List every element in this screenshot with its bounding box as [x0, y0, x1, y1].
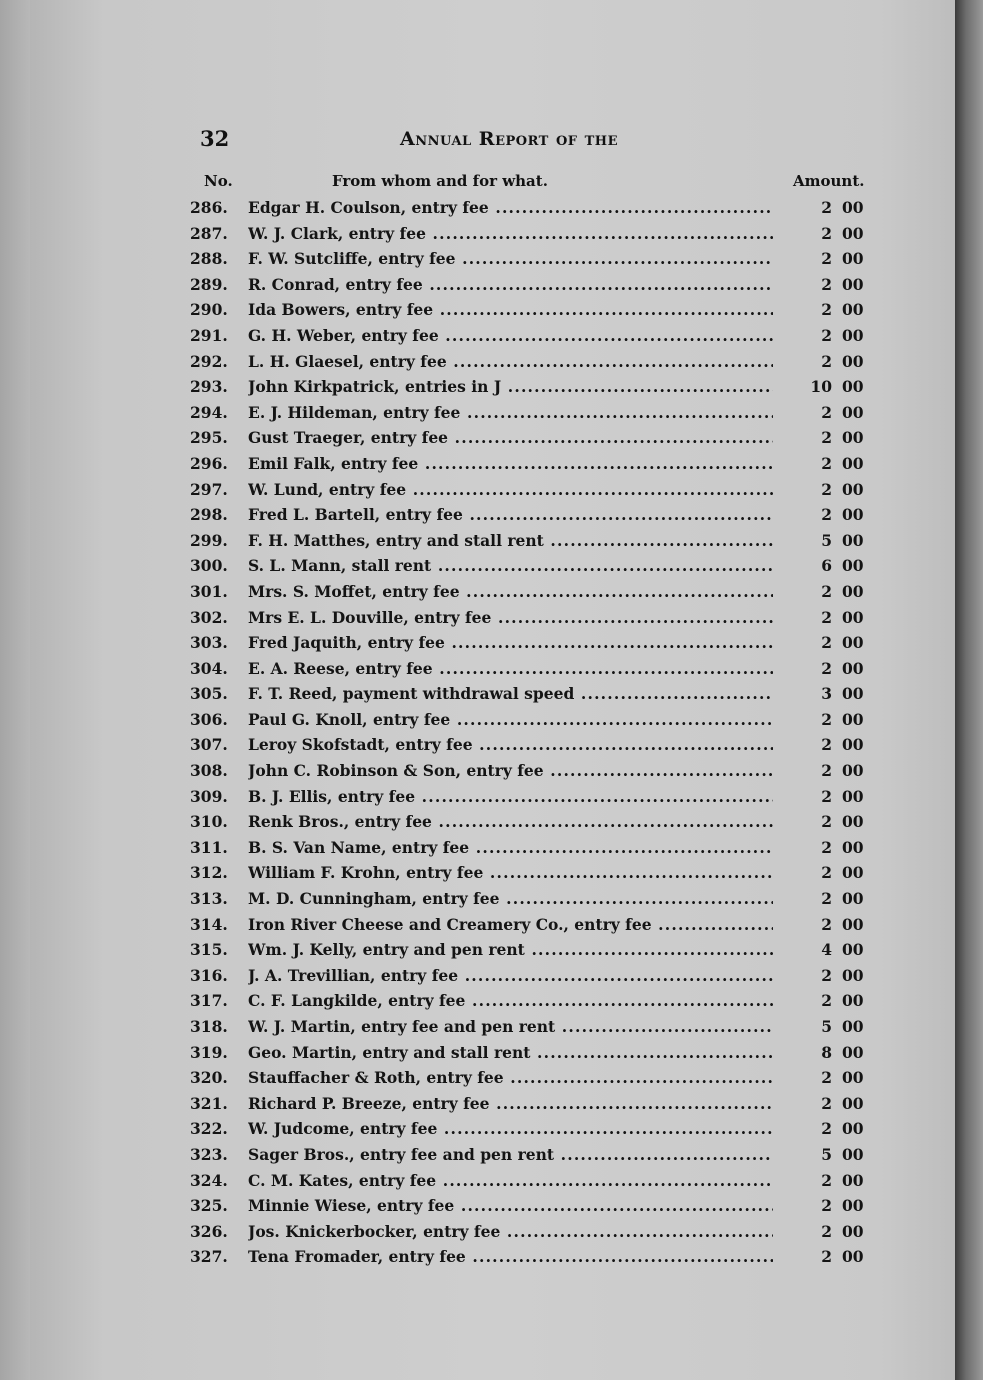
entry-number: 298.: [190, 505, 228, 525]
entry-description: William F. Krohn, entry fee .....: [248, 863, 773, 882]
scan-right-edge: [955, 0, 983, 1380]
entry-description: L. H. Glaesel, entry fee .....: [248, 352, 773, 371]
entry-number: 307.: [190, 735, 228, 755]
entry-description: F. H. Matthes, entry and stall rent .....: [248, 531, 773, 550]
entry-description: Tena Fromader, entry fee .....: [248, 1247, 773, 1266]
amount-cents: 00: [842, 1221, 864, 1241]
table-row: [190, 1117, 880, 1143]
entry-description: W. J. Clark, entry fee .....: [248, 224, 773, 243]
amount-dollars: 2: [821, 274, 832, 294]
table-row: [190, 861, 880, 887]
table-row: [190, 785, 880, 811]
entry-description: John C. Robinson & Son, entry fee .....: [248, 761, 773, 780]
amount-cents: 00: [842, 786, 864, 806]
entry-number: 301.: [190, 581, 228, 601]
amount-dollars: 2: [821, 1119, 832, 1139]
table-row: [190, 273, 880, 299]
entry-number: 303.: [190, 633, 228, 653]
table-row: [190, 452, 880, 478]
amount-cents: 00: [842, 377, 864, 397]
entry-number: 289.: [190, 274, 228, 294]
amount-cents: 00: [842, 812, 864, 832]
entry-description: Ida Bowers, entry fee .....: [248, 300, 773, 319]
amount-dollars: 2: [821, 198, 832, 217]
amount-dollars: 2: [821, 351, 832, 371]
entry-number: 311.: [190, 837, 228, 857]
amount-dollars: 2: [821, 325, 832, 345]
amount-cents: 00: [842, 889, 864, 909]
running-title: Annual Report of the: [400, 128, 618, 150]
entry-number: 314.: [190, 914, 228, 934]
entry-number: 290.: [190, 300, 228, 320]
entry-description: Stauffacher & Roth, entry fee .....: [248, 1068, 773, 1087]
entry-number: 297.: [190, 479, 228, 499]
amount-dollars: 2: [821, 505, 832, 525]
amount-dollars: 4: [821, 940, 832, 960]
entry-number: 321.: [190, 1093, 228, 1113]
entry-number: 299.: [190, 530, 228, 550]
amount-dollars: 2: [821, 453, 832, 473]
entry-description: F. W. Sutcliffe, entry fee .....: [248, 249, 773, 268]
entry-description: Jos. Knickerbocker, entry fee .....: [248, 1222, 773, 1241]
amount-cents: 00: [842, 1042, 864, 1062]
table-row: [190, 1194, 880, 1220]
table-row: [190, 1245, 880, 1271]
amount-cents: 00: [842, 1247, 864, 1267]
amount-dollars: 2: [821, 761, 832, 781]
amount-cents: 00: [842, 1170, 864, 1190]
amount-cents: 00: [842, 479, 864, 499]
amount-dollars: 2: [821, 709, 832, 729]
entry-number: 295.: [190, 428, 228, 448]
amount-cents: 00: [842, 249, 864, 269]
entry-description: C. M. Kates, entry fee .....: [248, 1171, 773, 1190]
amount-cents: 00: [842, 965, 864, 985]
entry-number: 319.: [190, 1042, 228, 1062]
amount-cents: 00: [842, 428, 864, 448]
entry-number: 296.: [190, 453, 228, 473]
table-row: [190, 759, 880, 785]
amount-dollars: 3: [821, 684, 832, 704]
amount-cents: 00: [842, 914, 864, 934]
entry-description: W. Lund, entry fee .....: [248, 480, 773, 499]
amount-dollars: 8: [821, 1042, 832, 1062]
amount-dollars: 2: [821, 1221, 832, 1241]
entry-number: 310.: [190, 812, 228, 832]
amount-cents: 00: [842, 198, 864, 217]
amount-dollars: 2: [821, 479, 832, 499]
table-row: [190, 810, 880, 836]
table-row: [190, 426, 880, 452]
table-row: [190, 222, 880, 248]
amount-cents: 00: [842, 505, 864, 525]
table-row: [190, 1041, 880, 1067]
table-row: [190, 298, 880, 324]
amount-cents: 00: [842, 607, 864, 627]
table-row: [190, 247, 880, 273]
entry-number: 315.: [190, 940, 228, 960]
amount-cents: 00: [842, 709, 864, 729]
entry-description: W. Judcome, entry fee .....: [248, 1119, 773, 1138]
amount-cents: 00: [842, 1017, 864, 1036]
table-row: [190, 1015, 880, 1041]
entry-description: J. A. Trevillian, entry fee .....: [248, 966, 773, 985]
amount-cents: 00: [842, 1093, 864, 1113]
table-row: [190, 682, 880, 708]
table-row: [190, 836, 880, 862]
entry-number: 322.: [190, 1119, 228, 1139]
entry-description: Leroy Skofstadt, entry fee .....: [248, 735, 773, 754]
entry-number: 308.: [190, 761, 228, 781]
amount-cents: 00: [842, 351, 864, 371]
amount-dollars: 2: [821, 914, 832, 934]
table-row: [190, 964, 880, 990]
entry-number: 293.: [190, 377, 228, 397]
amount-dollars: 2: [821, 735, 832, 755]
amount-cents: 00: [842, 940, 864, 960]
entry-description: B. J. Ellis, entry fee .....: [248, 787, 773, 806]
entry-description: G. H. Weber, entry fee .....: [248, 326, 773, 345]
amount-cents: 00: [842, 837, 864, 857]
entry-description: Mrs E. L. Douville, entry fee .....: [248, 608, 773, 627]
entry-number: 286.: [190, 198, 228, 217]
entry-number: 302.: [190, 607, 228, 627]
entry-description: F. T. Reed, payment withdrawal speed .....: [248, 684, 773, 703]
entry-number: 316.: [190, 965, 228, 985]
table-row: [190, 478, 880, 504]
table-row: [190, 887, 880, 913]
table-row: [190, 324, 880, 350]
amount-dollars: 2: [821, 786, 832, 806]
column-header-amount: Amount.: [793, 172, 865, 190]
entry-number: 312.: [190, 863, 228, 883]
amount-cents: 00: [842, 223, 864, 243]
amount-dollars: 2: [821, 300, 832, 320]
amount-cents: 00: [842, 1196, 864, 1216]
amount-cents: 00: [842, 402, 864, 422]
entry-description: Geo. Martin, entry and stall rent .....: [248, 1043, 773, 1062]
amount-dollars: 5: [821, 1144, 832, 1164]
entry-number: 309.: [190, 786, 228, 806]
amount-dollars: 2: [821, 837, 832, 857]
entry-number: 325.: [190, 1196, 228, 1216]
entry-description: Richard P. Breeze, entry fee .....: [248, 1094, 773, 1113]
entry-description: W. J. Martin, entry fee and pen rent .....: [248, 1017, 773, 1036]
amount-dollars: 2: [821, 991, 832, 1011]
entry-description: Minnie Wiese, entry fee .....: [248, 1196, 773, 1215]
entry-number: 292.: [190, 351, 228, 371]
amount-dollars: 2: [821, 249, 832, 269]
ledger-entries: [190, 196, 880, 1271]
entry-number: 318.: [190, 1017, 228, 1036]
entry-description: John Kirkpatrick, entries in J .....: [248, 377, 773, 396]
amount-dollars: 2: [821, 223, 832, 243]
amount-dollars: 2: [821, 863, 832, 883]
table-row: [190, 708, 880, 734]
table-row: [190, 503, 880, 529]
amount-dollars: 2: [821, 1093, 832, 1113]
column-header-from: From whom and for what.: [332, 172, 548, 190]
entry-number: 300.: [190, 556, 228, 576]
entry-description: Iron River Cheese and Creamery Co., entry fee .....: [248, 915, 773, 934]
amount-cents: 00: [842, 1144, 864, 1164]
page-number: 32: [200, 126, 230, 151]
entry-number: 313.: [190, 889, 228, 909]
table-row: [190, 375, 880, 401]
entry-number: 291.: [190, 325, 228, 345]
table-row: [190, 529, 880, 555]
entry-number: 324.: [190, 1170, 228, 1190]
amount-dollars: 2: [821, 965, 832, 985]
table-row: [190, 1066, 880, 1092]
amount-dollars: 2: [821, 402, 832, 422]
table-row: [190, 1220, 880, 1246]
entry-description: M. D. Cunningham, entry fee .....: [248, 889, 773, 908]
amount-dollars: 2: [821, 1068, 832, 1088]
amount-dollars: 2: [821, 581, 832, 601]
amount-cents: 00: [842, 581, 864, 601]
table-row: [190, 631, 880, 657]
amount-dollars: 5: [821, 530, 832, 550]
page-header: [200, 126, 880, 156]
table-row: [190, 401, 880, 427]
amount-cents: 00: [842, 274, 864, 294]
entry-description: Edgar H. Coulson, entry fee .....: [248, 198, 773, 217]
amount-dollars: 10: [810, 377, 832, 397]
table-row: [190, 733, 880, 759]
entry-description: Fred L. Bartell, entry fee .....: [248, 505, 773, 524]
entry-description: Sager Bros., entry fee and pen rent .....: [248, 1145, 773, 1164]
column-headers: [200, 172, 880, 194]
amount-cents: 00: [842, 556, 864, 576]
amount-dollars: 2: [821, 658, 832, 678]
entry-description: Renk Bros., entry fee .....: [248, 812, 773, 831]
entry-number: 287.: [190, 223, 228, 243]
amount-cents: 00: [842, 300, 864, 320]
entry-description: Gust Traeger, entry fee .....: [248, 428, 773, 447]
amount-cents: 00: [842, 325, 864, 345]
entry-description: Emil Falk, entry fee .....: [248, 454, 773, 473]
amount-dollars: 2: [821, 607, 832, 627]
column-header-no: No.: [204, 172, 233, 190]
table-row: [190, 1143, 880, 1169]
entry-description: S. L. Mann, stall rent .....: [248, 556, 773, 575]
table-row: [190, 989, 880, 1015]
entry-number: 327.: [190, 1247, 228, 1267]
amount-dollars: 2: [821, 889, 832, 909]
entry-number: 306.: [190, 709, 228, 729]
table-row: [190, 350, 880, 376]
entry-description: Paul G. Knoll, entry fee .....: [248, 710, 773, 729]
amount-cents: 00: [842, 1119, 864, 1139]
entry-description: Wm. J. Kelly, entry and pen rent .....: [248, 940, 773, 959]
entry-number: 288.: [190, 249, 228, 269]
amount-cents: 00: [842, 658, 864, 678]
table-row: [190, 913, 880, 939]
table-row: [190, 606, 880, 632]
amount-dollars: 2: [821, 428, 832, 448]
amount-cents: 00: [842, 761, 864, 781]
amount-dollars: 2: [821, 1196, 832, 1216]
amount-cents: 00: [842, 863, 864, 883]
amount-cents: 00: [842, 633, 864, 653]
amount-dollars: 2: [821, 633, 832, 653]
scan-left-margin: [0, 0, 30, 1380]
entry-number: 305.: [190, 684, 228, 704]
amount-cents: 00: [842, 735, 864, 755]
amount-cents: 00: [842, 453, 864, 473]
amount-cents: 00: [842, 530, 864, 550]
entry-description: Fred Jaquith, entry fee .....: [248, 633, 773, 652]
entry-description: E. A. Reese, entry fee .....: [248, 659, 773, 678]
amount-dollars: 5: [821, 1017, 832, 1036]
table-row: [190, 554, 880, 580]
table-row: [190, 657, 880, 683]
entry-description: C. F. Langkilde, entry fee .....: [248, 991, 773, 1010]
table-row: [190, 1169, 880, 1195]
table-row: [190, 580, 880, 606]
entry-description: Mrs. S. Moffet, entry fee .....: [248, 582, 773, 601]
amount-cents: 00: [842, 684, 864, 704]
amount-dollars: 2: [821, 812, 832, 832]
entry-number: 317.: [190, 991, 228, 1011]
table-row: [190, 1092, 880, 1118]
amount-cents: 00: [842, 1068, 864, 1088]
entry-number: 304.: [190, 658, 228, 678]
entry-number: 294.: [190, 402, 228, 422]
table-row: [190, 196, 880, 222]
table-row: [190, 938, 880, 964]
entry-number: 326.: [190, 1221, 228, 1241]
amount-dollars: 2: [821, 1170, 832, 1190]
entry-description: E. J. Hildeman, entry fee .....: [248, 403, 773, 422]
amount-dollars: 2: [821, 1247, 832, 1267]
entry-number: 320.: [190, 1068, 228, 1088]
amount-cents: 00: [842, 991, 864, 1011]
entry-number: 323.: [190, 1144, 228, 1164]
entry-description: R. Conrad, entry fee .....: [248, 275, 773, 294]
amount-dollars: 6: [821, 556, 832, 576]
entry-description: B. S. Van Name, entry fee .....: [248, 838, 773, 857]
